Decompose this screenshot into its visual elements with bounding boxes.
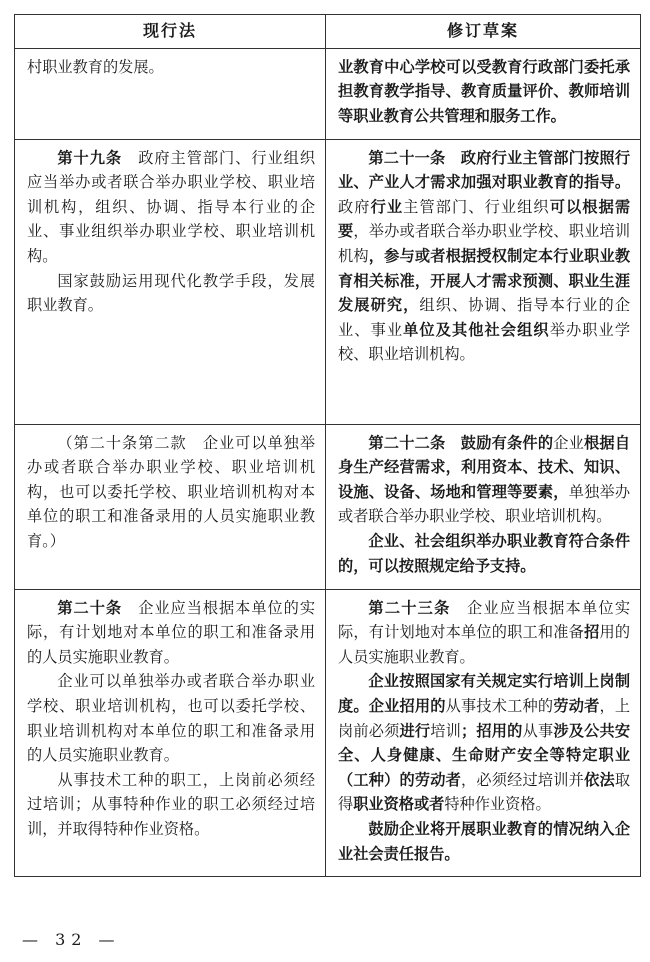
page-number: — 32 — bbox=[22, 930, 121, 949]
comparison-table bbox=[14, 14, 641, 877]
table-row bbox=[15, 424, 641, 589]
article-number: 第二十一条 bbox=[368, 148, 446, 167]
cell-draft-revision bbox=[326, 424, 641, 589]
paragraph: 业教育中心学校可以受教育行政部门委托承担教育教学指导、教育质量评价、教师培训等职业教育公共管理和服务工作。 bbox=[338, 57, 630, 125]
paragraph: 第十九条 政府主管部门、行业组织应当举办或者联合举办职业学校、职业培训机构，组织、协调、指导本行业的企业、事业组织举办职业学校、职业培训机构。 bbox=[27, 148, 316, 265]
cell-current-law bbox=[15, 48, 326, 139]
article-number: 第十九条 bbox=[57, 148, 123, 167]
cell-draft-revision bbox=[326, 139, 641, 424]
cell-draft-revision bbox=[326, 589, 641, 876]
cell-current-law bbox=[15, 589, 326, 876]
paragraph: 从事技术工种的职工，上岗前必须经过培训；从事特种作业的职工必须经过培训，并取得特种作业资格。 bbox=[27, 770, 315, 838]
paragraph: 第二十一条 政府行业主管部门按照行业、产业人才需求加强对职业教育的指导。政府行业主管部门、行业组织可以根据需要，举办或者联合举办职业学校、职业培训机构，参与或者根据授权制定本行业职业教育相关标准，开展人才需求预测、职业生涯发展研究，组织、协调、指导本行业的企业、事业单位及其他社会组织举办职业学校、职业培训机构。 bbox=[338, 148, 631, 364]
header-row bbox=[15, 15, 641, 49]
header-draft-revision: 修订草案 bbox=[326, 15, 641, 49]
paragraph: 第二十三条 企业应当根据本单位实际，有计划地对本单位的职工和准备招用的人员实施职业教育。 bbox=[338, 598, 631, 666]
table-row bbox=[15, 48, 641, 139]
cell-current-law bbox=[15, 139, 326, 424]
paragraph: 村职业教育的发展。 bbox=[27, 57, 164, 76]
paragraph: （第二十条第二款 企业可以单独举办或者联合举办职业学校、职业培训机构，也可以委托学校、职业培训机构对本单位的职工和准备录用的人员实施职业教育。） bbox=[27, 433, 315, 550]
paragraph: 鼓励企业将开展职业教育的情况纳入企业社会责任报告。 bbox=[338, 819, 630, 863]
cell-draft-revision bbox=[326, 48, 641, 139]
paragraph: 第二十条 企业应当根据本单位的实际，有计划地对本单位的职工和准备录用的人员实施职业教育。 bbox=[27, 598, 316, 666]
paragraph: 第二十二条 鼓励有条件的企业根据自身生产经营需求，利用资本、技术、知识、设施、设备、场地和管理等要素，单独举办或者联合举办职业学校、职业培训机构。 bbox=[338, 433, 631, 526]
article-number: 第二十二条 bbox=[368, 433, 446, 452]
paragraph: 企业、社会组织举办职业教育符合条件的，可以按照规定给予支持。 bbox=[338, 531, 630, 575]
table-row bbox=[15, 139, 641, 424]
paragraph: 企业可以单独举办或者联合举办职业学校、职业培训机构，也可以委托学校、职业培训机构对本单位的职工和准备录用的人员实施职业教育。 bbox=[27, 672, 315, 765]
header-current-law: 现行法 bbox=[15, 15, 326, 49]
article-number: 第二十三条 bbox=[368, 598, 451, 617]
paragraph: 国家鼓励运用现代化教学手段，发展职业教育。 bbox=[27, 271, 315, 315]
table-row bbox=[15, 589, 641, 876]
cell-current-law bbox=[15, 424, 326, 589]
paragraph: 企业按照国家有关规定实行培训上岗制度。企业招用的从事技术工种的劳动者，上岗前必须进行培训；招用的从事涉及公共安全、人身健康、生命财产安全等特定职业（工种）的劳动者，必须经过培训并依法取得职业资格或者特种作业资格。 bbox=[338, 672, 631, 814]
article-number: 第二十条 bbox=[57, 598, 123, 617]
